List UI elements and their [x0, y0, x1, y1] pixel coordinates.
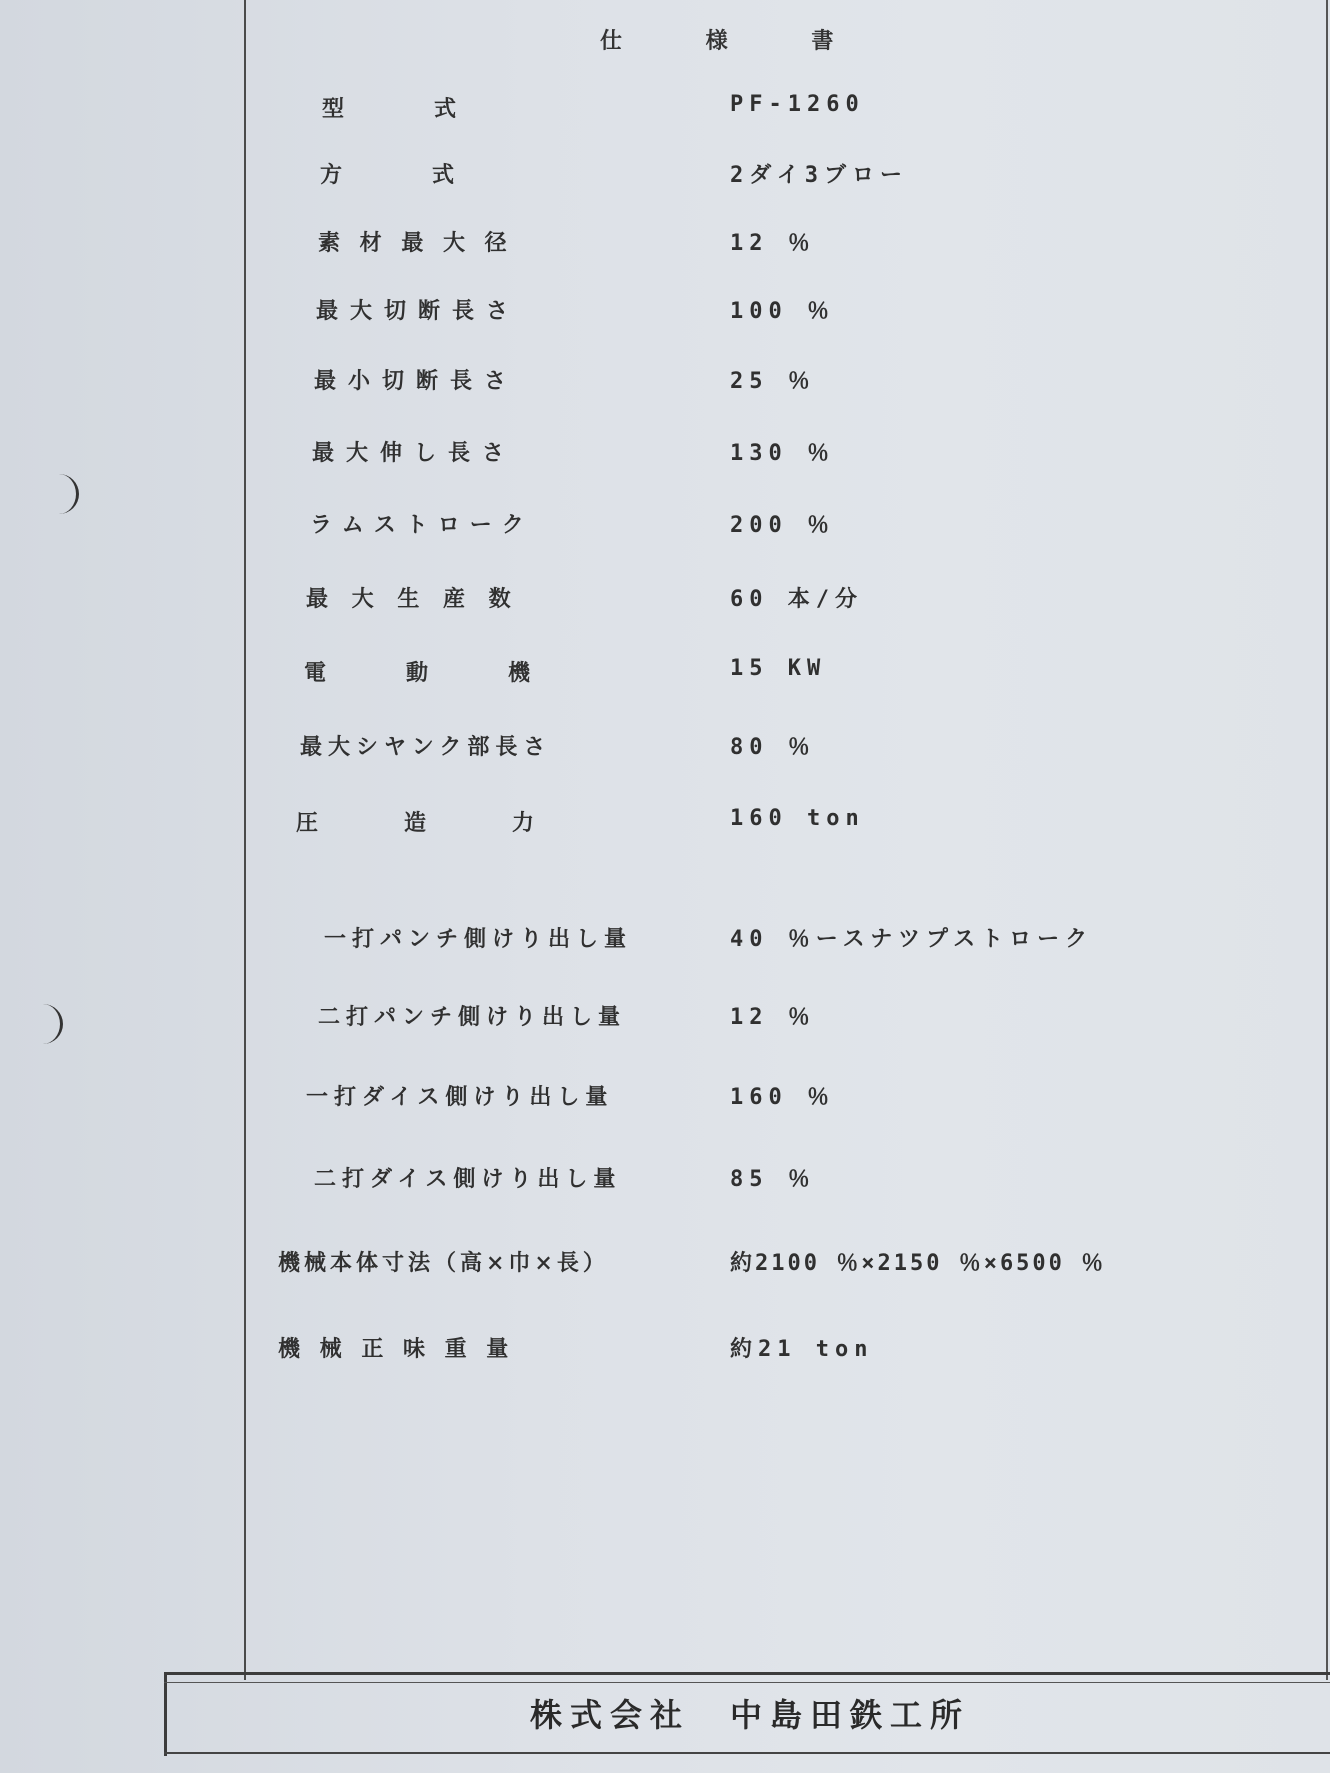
spec-value: 12 ％: [730, 231, 816, 256]
spec-label: 最小切断長さ: [314, 368, 519, 394]
spec-label: 圧 造 力: [296, 810, 549, 836]
spec-label: 最大切断長さ: [316, 298, 521, 324]
spec-row: [0, 436, 1330, 476]
spec-value: 130 ％: [730, 441, 835, 466]
spec-label: 電 動 機: [304, 660, 543, 686]
spec-label: ラムストローク: [310, 512, 534, 538]
spec-value: 40 ％ースナツプストローク: [730, 927, 1094, 952]
spec-row: [0, 1332, 1330, 1372]
footer-divider: [164, 1682, 1330, 1683]
spec-label: 二打パンチ側けり出し量: [318, 1004, 627, 1030]
spec-value: 15 KW: [730, 656, 827, 681]
spec-label: 機 械 正 味 重 量: [278, 1336, 515, 1362]
spec-value: 約21 ton: [730, 1337, 874, 1362]
spec-value: 200 ％: [730, 513, 835, 538]
footer-bottom-rule: [164, 1752, 1330, 1754]
spec-value: 160 ％: [730, 1085, 835, 1110]
spec-row: [0, 1000, 1330, 1040]
spec-row: [0, 582, 1330, 622]
spec-row: [0, 508, 1330, 548]
spec-label: 機械本体寸法（高×巾×長）: [278, 1250, 609, 1276]
spec-label: 方 式: [320, 162, 461, 188]
spec-row: [0, 92, 1330, 132]
spec-label: 最大シヤンク部長さ: [300, 734, 552, 760]
spec-label: 素 材 最 大 径: [318, 230, 513, 256]
spec-value: 85 ％: [730, 1167, 816, 1192]
document-title: 仕 様 書: [600, 28, 872, 54]
spec-value: 100 ％: [730, 299, 835, 324]
spec-row: [0, 226, 1330, 266]
spec-label: 最大伸し長さ: [312, 440, 517, 466]
spec-row: [0, 806, 1330, 846]
spec-row: [0, 1246, 1330, 1286]
spec-value: 80 ％: [730, 735, 816, 760]
spec-value: PF-1260: [730, 92, 865, 117]
spec-row: [0, 294, 1330, 334]
spec-row: [0, 656, 1330, 696]
spec-label: 二打ダイス側けり出し量: [314, 1166, 622, 1192]
spec-label: 型 式: [322, 96, 463, 122]
spec-value: 2ダイ3ブロー: [730, 163, 909, 188]
spec-row: [0, 922, 1330, 962]
spec-row: [0, 730, 1330, 770]
spec-label: 最 大 生 産 数: [306, 586, 519, 612]
spec-row: [0, 158, 1330, 198]
spec-label: 一打パンチ側けり出し量: [324, 926, 633, 952]
company-name: 株式会社 中島田鉄工所: [530, 1696, 971, 1734]
spec-value: 160 ton: [730, 806, 865, 831]
spec-value: 60 本/分: [730, 587, 863, 612]
spec-row: [0, 1162, 1330, 1202]
spec-value: 12 ％: [730, 1005, 816, 1030]
spec-row: [0, 364, 1330, 404]
spec-label: 一打ダイス側けり出し量: [306, 1084, 614, 1110]
spec-row: [0, 1080, 1330, 1120]
spec-value: 25 ％: [730, 369, 816, 394]
spec-value: 約2100 ％×2150 ％×6500 ％: [730, 1251, 1107, 1276]
